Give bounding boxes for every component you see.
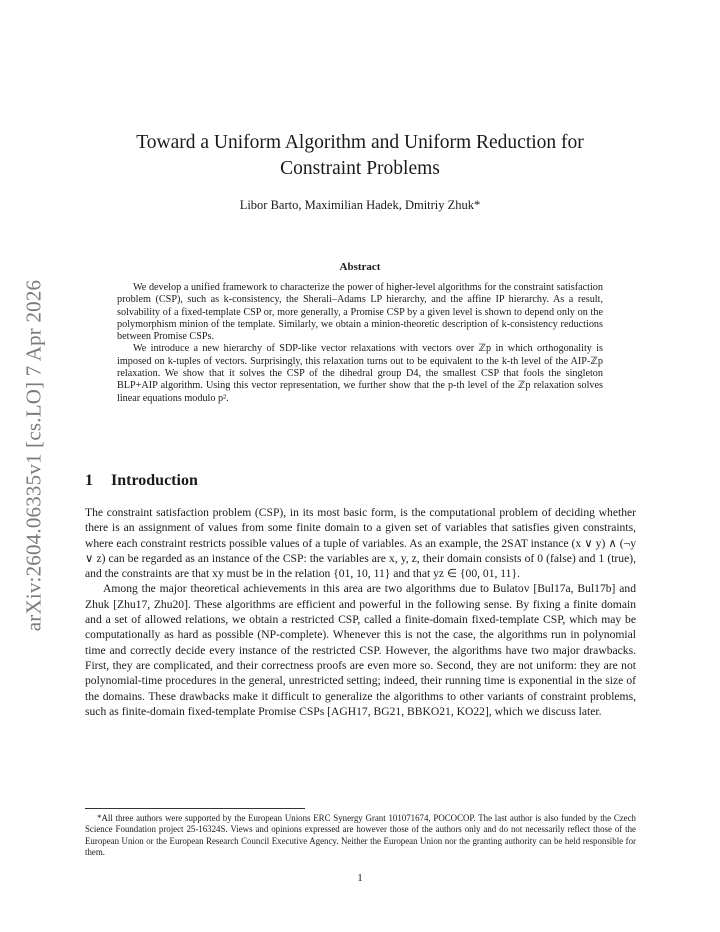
title-line-1: Toward a Uniform Algorithm and Uniform Reduction for: [136, 132, 584, 153]
body-text: [85, 505, 636, 719]
paper-title: [90, 130, 630, 182]
body-paragraph: The constraint satisfaction problem (CSP), in its most basic form, is the computational problem of deciding whether there is an assignment of values from some finite domain to a given set of variables that satisfies given constraints, where each constraint restricts possible values of a tuple of variables. As an example, the 2SAT instance (x ∨ y) ∧ (¬y ∨ z) can be regarded as an instance of the CSP: the variables are x, y, z, their domain consists of 0 (false) and 1 (true), and the constraints are that xy must be in the relation {01, 10, 11} and that yz ∈ {00, 01, 11}.: [85, 506, 636, 581]
author-list: Libor Barto, Maximilian Hadek, Dmitriy Zhuk*: [239, 198, 481, 212]
section-heading: [85, 472, 198, 490]
abstract-paragraph: We introduce a new hierarchy of SDP-like vector relaxations with vectors over ℤp in which orthogonality is imposed on k-tuples of vectors. Surprisingly, this relaxation turns out to be equivalent to the k-th level of the AIP-ℤp relaxation. We show that it solves the CSP of the dihedral group D4, the smallest CSP that fools the singleton BLP+AIP algorithm. Using this vector representation, we further show that the p-th level of the ℤp relaxation solves linear equations modulo p².: [117, 343, 603, 404]
section-number: 1: [85, 472, 93, 489]
page-number: 1: [357, 872, 363, 884]
arxiv-identifier: [14, 265, 54, 645]
arxiv-identifier-text: arXiv:2604.06335v1 [cs.LO] 7 Apr 2026: [21, 279, 46, 631]
abstract-heading: Abstract: [339, 261, 381, 273]
abstract-paragraph: We develop a unified framework to characterize the power of higher-level algorithms for the constraint satisfaction problem (CSP), such as k-consistency, the Sherali–Adams LP hierarchy, and the affine IP hierarchy. As a result, solvability of a fixed-template CSP or, more generally, a Promise CSP by a given level is shown to depend only on the polymorphism minion of the template. Similarly, we obtain a minion-theoretic description of k-consistency reductions between Promise CSPs.: [117, 282, 603, 343]
title-line-2: Constraint Problems: [280, 158, 440, 179]
footnote-divider: [85, 808, 305, 809]
body-paragraph: Among the major theoretical achievements in this area are two algorithms due to Bulatov [Bul17a, Bul17b] and Zhuk [Zhu17, Zhu20]. These algorithms are efficient and powerful in the following sense. By fixing a finite domain and a set of allowed relations, we obtain a restricted CSP, called a finite-domain fixed-template CSP, which may be computationally as hard as possible (NP-complete). Whenever this is not the case, the algorithms run in polynomial time and correctly decide every instance of the restricted CSP. However, the algorithms have two major drawbacks. First, they are complicated, and their correctness proofs are even more so. Second, they are not uniform: they are not polynomial-time procedures in the general, unrestricted setting; indeed, their running time is exponential in the size of the domains. These drawbacks make it difficult to generalize the algorithms to other variants of constraint problems, such as finite-domain fixed-template Promise CSPs [AGH17, BG21, BBKO21, KO22], which we discuss later.: [85, 582, 636, 718]
abstract-body: [117, 282, 603, 405]
section-title: Introduction: [111, 472, 198, 489]
footnote: *All three authors were supported by the European Unions ERC Synergy Grant 101071674, POCOCOP. The last author is also funded by the Czech Science Foundation project 25-16324S. Views and opinions expressed are however those of the authors only and do not necessarily reflect those of the European Union or the European Research Council Executive Agency. Neither the European Union nor the granting authority can be held responsible for them.: [85, 813, 636, 857]
